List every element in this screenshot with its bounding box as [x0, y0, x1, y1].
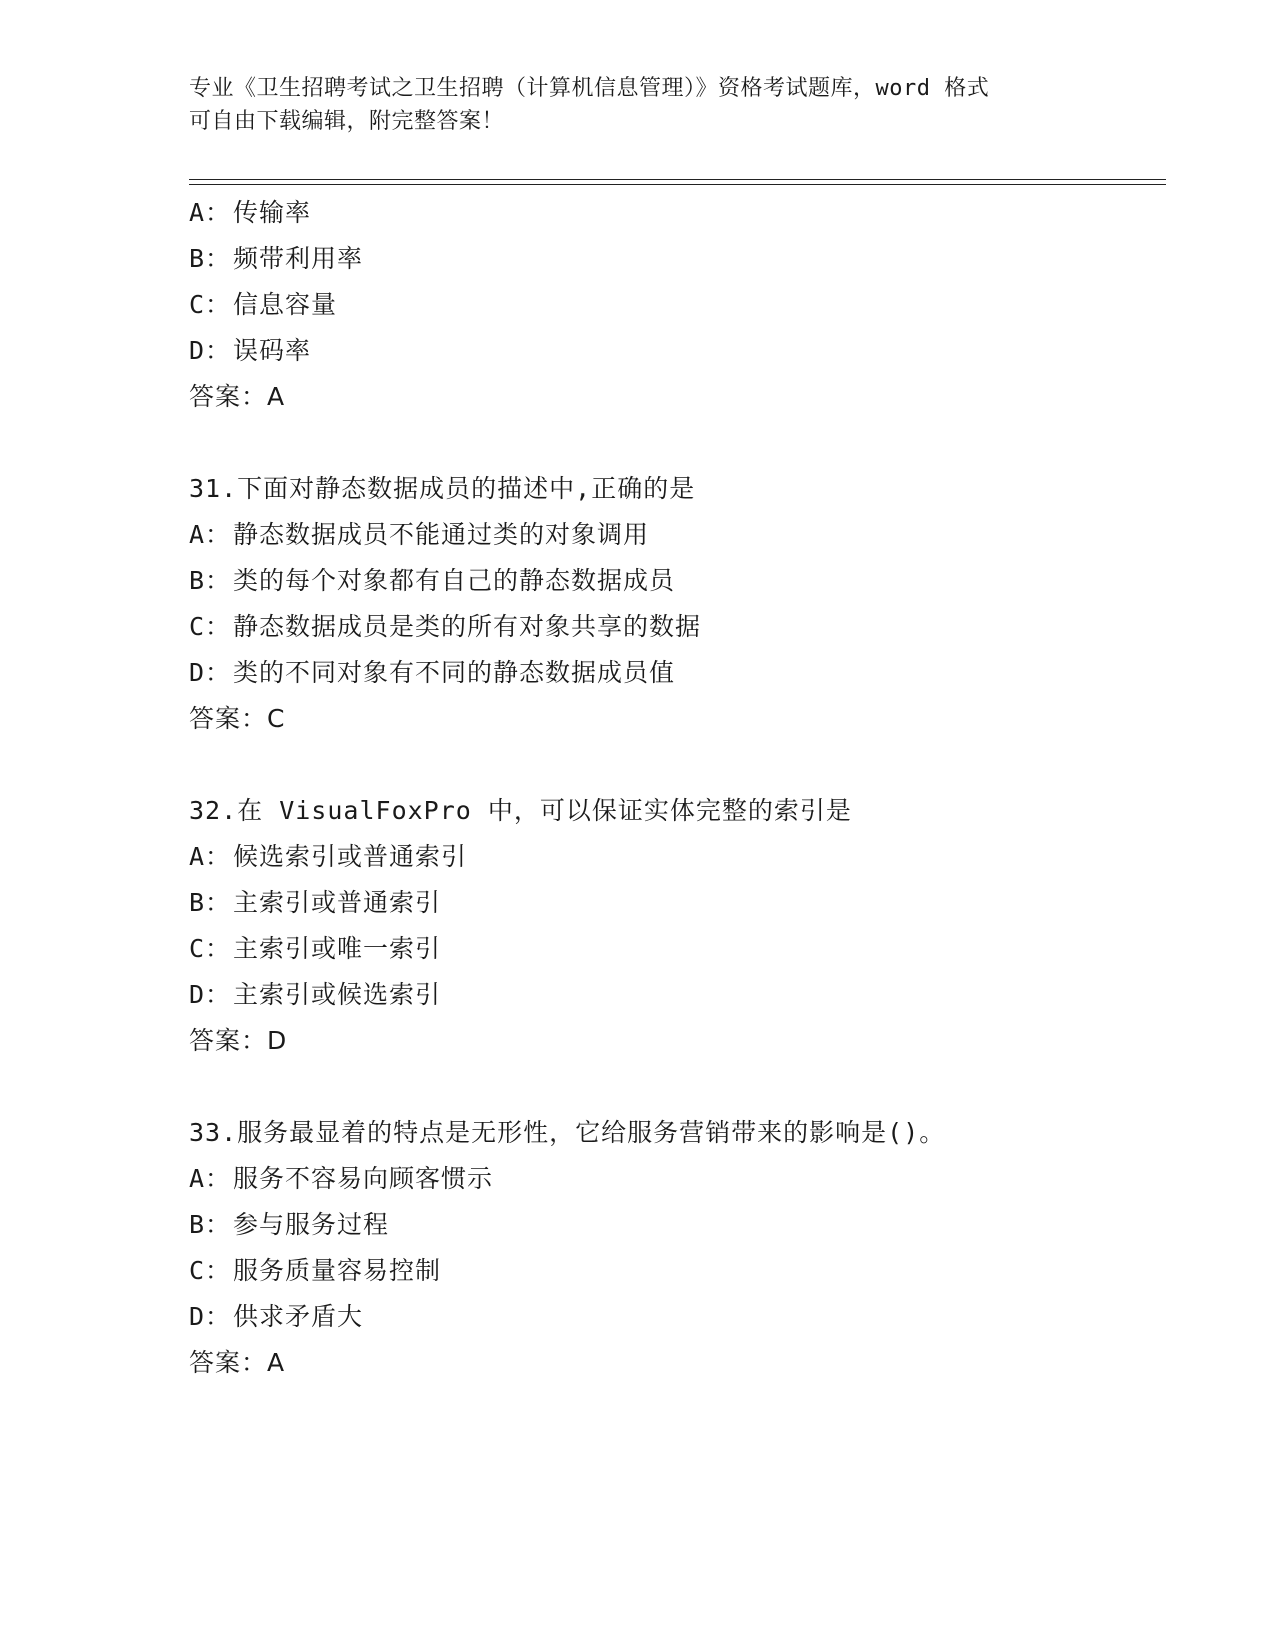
option-text: 服务不容易向顾客惯示 — [233, 1164, 494, 1193]
option-row — [189, 282, 1169, 328]
question-title: 32.在 VisualFoxPro 中，可以保证实体完整的索引是 — [189, 796, 852, 825]
option-text: 主索引或候选索引 — [233, 980, 442, 1009]
spacer — [189, 1064, 1169, 1110]
question-title: 33.服务最显着的特点是无形性，它给服务营销带来的影响是()。 — [189, 1118, 946, 1147]
option-text: 主索引或唯一索引 — [233, 934, 442, 963]
option-row — [189, 328, 1169, 374]
option-row — [189, 236, 1169, 282]
option-text: 候选索引或普通索引 — [233, 842, 468, 871]
answer-line: 答案：C — [189, 704, 286, 733]
option-key: C： — [189, 934, 232, 963]
option-row — [189, 1248, 1169, 1294]
option-text: 信息容量 — [233, 290, 338, 319]
option-key: D： — [189, 336, 232, 365]
option-key: C： — [189, 290, 232, 319]
option-row — [189, 972, 1169, 1018]
option-key: D： — [189, 1302, 232, 1331]
option-row — [189, 880, 1169, 926]
header-line-1: 专业《卫生招聘考试之卫生招聘（计算机信息管理）》资格考试题库，word 格式 — [189, 76, 990, 101]
answer-line: 答案：A — [189, 382, 286, 411]
option-key: B： — [189, 244, 232, 273]
option-row — [189, 1156, 1169, 1202]
header-rule-bottom — [189, 184, 1166, 185]
option-row — [189, 650, 1169, 696]
option-row — [189, 1202, 1169, 1248]
option-text: 供求矛盾大 — [233, 1302, 364, 1331]
option-text: 主索引或普通索引 — [233, 888, 442, 917]
option-text: 类的不同对象有不同的静态数据成员值 — [233, 658, 676, 687]
option-row — [189, 604, 1169, 650]
option-key: A： — [189, 842, 232, 871]
option-key: A： — [189, 198, 232, 227]
option-text: 类的每个对象都有自己的静态数据成员 — [233, 566, 676, 595]
question-block-prev — [189, 190, 1169, 420]
option-text: 静态数据成员是类的所有对象共享的数据 — [233, 612, 702, 641]
header-rule-top — [189, 179, 1166, 180]
option-text: 传输率 — [233, 198, 312, 227]
option-key: C： — [189, 612, 232, 641]
option-text: 频带利用率 — [233, 244, 364, 273]
option-key: D： — [189, 658, 232, 687]
question-title: 31.下面对静态数据成员的描述中,正确的是 — [189, 474, 696, 503]
question-block-32 — [189, 788, 1169, 1064]
option-key: B： — [189, 888, 232, 917]
header-line-2: 可自由下载编辑，附完整答案！ — [189, 109, 505, 134]
question-block-31 — [189, 466, 1169, 742]
option-row — [189, 558, 1169, 604]
option-row — [189, 190, 1169, 236]
option-key: A： — [189, 1164, 232, 1193]
answer-line: 答案：A — [189, 1348, 286, 1377]
option-key: A： — [189, 520, 232, 549]
question-block-33 — [189, 1110, 1169, 1386]
spacer — [189, 742, 1169, 788]
document-header — [189, 72, 1089, 138]
option-row — [189, 1294, 1169, 1340]
answer-line: 答案：D — [189, 1026, 288, 1055]
option-row — [189, 926, 1169, 972]
option-key: D： — [189, 980, 232, 1009]
option-text: 参与服务过程 — [233, 1210, 390, 1239]
option-text: 误码率 — [233, 336, 312, 365]
spacer — [189, 420, 1169, 466]
option-key: B： — [189, 1210, 232, 1239]
question-list — [189, 190, 1169, 1386]
option-text: 静态数据成员不能通过类的对象调用 — [233, 520, 650, 549]
option-row — [189, 834, 1169, 880]
option-key: C： — [189, 1256, 232, 1285]
option-key: B： — [189, 566, 232, 595]
option-text: 服务质量容易控制 — [233, 1256, 442, 1285]
option-row — [189, 512, 1169, 558]
